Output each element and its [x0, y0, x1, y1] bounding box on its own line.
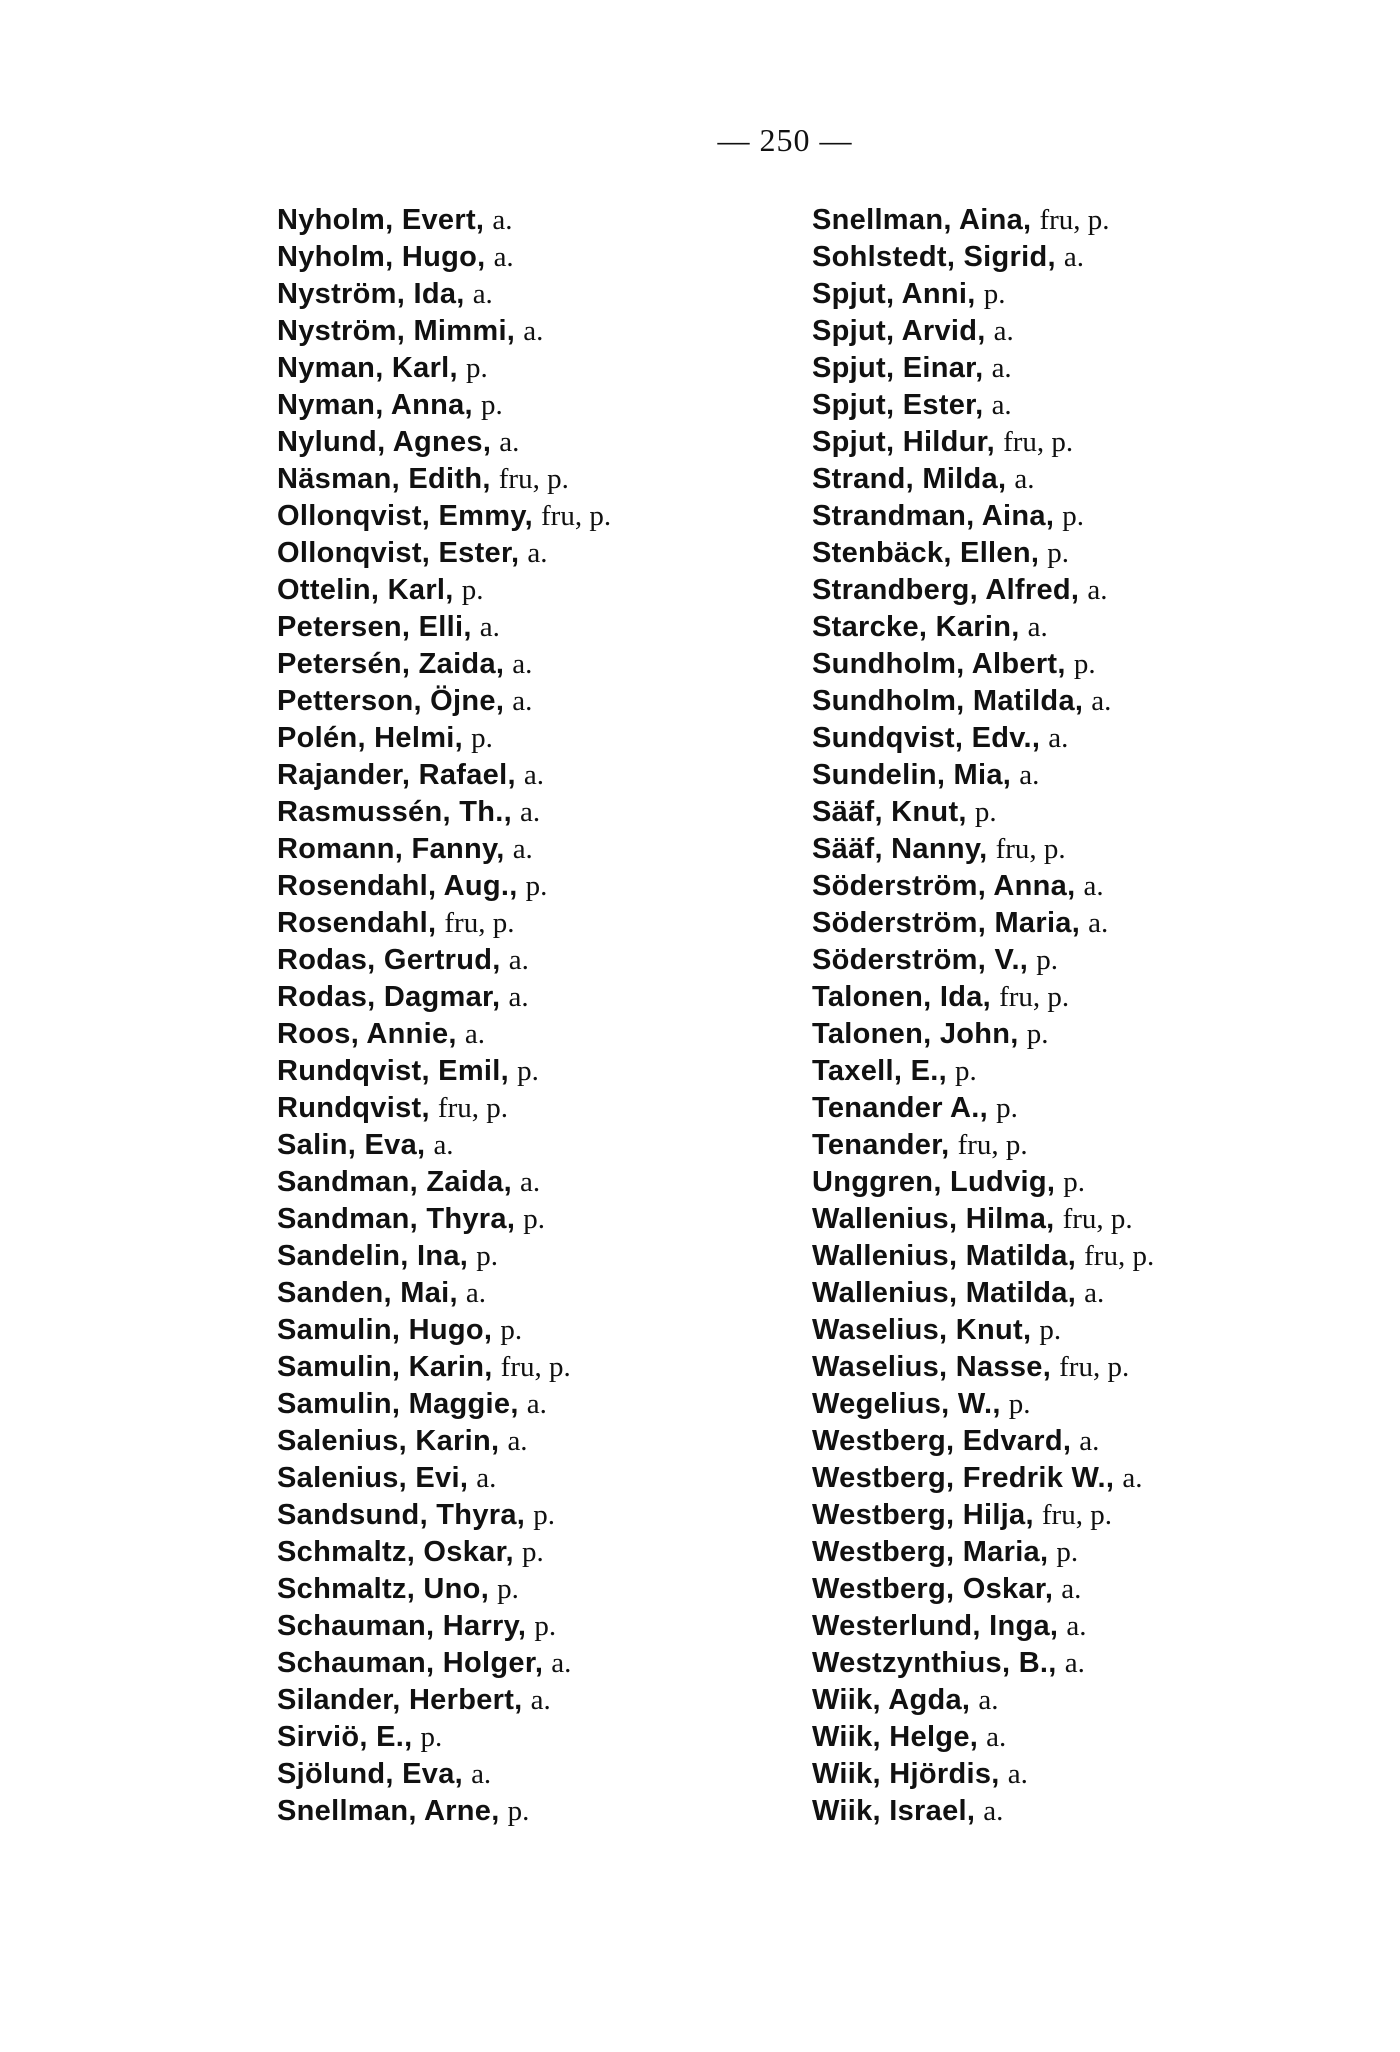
entry-name: Sandman, Zaida,: [277, 1166, 512, 1198]
entry-name: Nyholm, Evert,: [277, 204, 485, 236]
list-item: [277, 1349, 611, 1386]
list-item: [812, 424, 1154, 461]
list-item: [277, 1571, 611, 1608]
entry-suffix: p.: [480, 389, 503, 421]
list-item: [812, 498, 1154, 535]
list-item: [277, 424, 611, 461]
list-item: [277, 1053, 611, 1090]
list-item: [812, 202, 1154, 239]
entry-suffix: fru, p.: [437, 1092, 508, 1124]
entry-name: Wallenius, Matilda,: [812, 1240, 1077, 1272]
entry-suffix: a.: [1079, 1425, 1100, 1457]
entry-suffix: fru, p.: [995, 833, 1066, 865]
entry-suffix: p.: [497, 1573, 519, 1605]
entry-suffix: fru, p.: [1059, 1351, 1130, 1383]
list-item: [812, 572, 1154, 609]
list-item: [812, 1201, 1154, 1238]
list-item: [812, 1534, 1154, 1571]
entry-name: Spjut, Hildur,: [812, 426, 996, 458]
entry-name: Westberg, Edvard,: [812, 1425, 1072, 1457]
entry-name: Westberg, Oskar,: [812, 1573, 1054, 1605]
entry-name: Schmaltz, Oskar,: [277, 1536, 514, 1568]
entry-suffix: p.: [1062, 500, 1085, 532]
entry-suffix: a.: [512, 833, 533, 865]
entry-name: Westzynthius, B.,: [812, 1647, 1057, 1679]
entry-name: Samulin, Hugo,: [277, 1314, 493, 1346]
list-item: [812, 1571, 1154, 1608]
entry-name: Nyström, Ida,: [277, 278, 465, 310]
list-item: [812, 868, 1154, 905]
entry-suffix: a.: [1007, 1758, 1028, 1790]
list-item: [277, 1756, 611, 1793]
entry-suffix: a.: [1091, 685, 1112, 717]
entry-suffix: a.: [1027, 611, 1048, 643]
entry-name: Westberg, Fredrik W.,: [812, 1462, 1115, 1494]
entry-name: Petersén, Zaida,: [277, 648, 505, 680]
list-item: [277, 720, 611, 757]
entry-suffix: p.: [461, 574, 484, 606]
list-item: [277, 1090, 611, 1127]
entry-name: Snellman, Aina,: [812, 204, 1032, 236]
entry-name: Rodas, Dagmar,: [277, 981, 501, 1013]
entry-name: Westerlund, Inga,: [812, 1610, 1059, 1642]
list-item: [812, 1016, 1154, 1053]
entry-suffix: a.: [508, 944, 529, 976]
entry-name: Roos, Annie,: [277, 1018, 457, 1050]
entry-suffix: fru, p.: [1041, 1499, 1112, 1531]
entry-name: Wiik, Helge,: [812, 1721, 979, 1753]
entry-name: Rasmussén, Th.,: [277, 796, 512, 828]
list-item: [812, 831, 1154, 868]
list-item: [277, 387, 611, 424]
entry-suffix: a.: [471, 1758, 492, 1790]
list-item: [277, 1719, 611, 1756]
entry-suffix: a.: [1019, 759, 1040, 791]
entry-name: Starcke, Karin,: [812, 611, 1020, 643]
entry-name: Salenius, Karin,: [277, 1425, 500, 1457]
entry-suffix: a.: [479, 611, 500, 643]
entry-suffix: a.: [512, 648, 533, 680]
entry-name: Wegelius, W.,: [812, 1388, 1001, 1420]
entry-name: Rosendahl, Aug.,: [277, 870, 518, 902]
entry-name: Sundelin, Mia,: [812, 759, 1012, 791]
entry-name: Ottelin, Karl,: [277, 574, 454, 606]
entry-name: Snellman, Arne,: [277, 1795, 500, 1827]
entry-name: Söderström, Anna,: [812, 870, 1076, 902]
entry-name: Schmaltz, Uno,: [277, 1573, 490, 1605]
entry-suffix: a.: [530, 1684, 551, 1716]
list-item: [812, 239, 1154, 276]
list-item: [812, 720, 1154, 757]
list-item: [812, 1719, 1154, 1756]
entry-name: Samulin, Maggie,: [277, 1388, 519, 1420]
list-item: [812, 1793, 1154, 1830]
list-item: [277, 239, 611, 276]
entry-suffix: a.: [1087, 574, 1108, 606]
list-item: [277, 461, 611, 498]
entry-suffix: p.: [1036, 944, 1058, 976]
entry-suffix: fru, p.: [1039, 204, 1110, 236]
entry-suffix: a.: [433, 1129, 454, 1161]
entry-name: Tenander A.,: [812, 1092, 989, 1124]
entry-name: Sohlstedt, Sigrid,: [812, 241, 1056, 273]
entry-suffix: a.: [493, 241, 514, 273]
list-item: [277, 794, 611, 831]
entry-name: Ollonqvist, Emmy,: [277, 500, 533, 532]
entry-name: Sandman, Thyra,: [277, 1203, 516, 1235]
list-item: [277, 1016, 611, 1053]
entry-suffix: a.: [983, 1795, 1004, 1827]
page-number: — 250 —: [717, 122, 853, 158]
entry-suffix: a.: [492, 204, 513, 236]
entry-suffix: p.: [1039, 1314, 1062, 1346]
entry-suffix: a.: [508, 981, 529, 1013]
entry-suffix: a.: [465, 1277, 487, 1309]
entry-suffix: p.: [507, 1795, 530, 1827]
entry-suffix: fru, p.: [444, 907, 515, 939]
entry-name: Petterson, Öjne,: [277, 685, 505, 717]
entry-suffix: a.: [978, 1684, 999, 1716]
entry-name: Westberg, Maria,: [812, 1536, 1049, 1568]
entry-name: Spjut, Anni,: [812, 278, 976, 310]
entry-name: Unggren, Ludvig,: [812, 1166, 1056, 1198]
entry-suffix: a.: [991, 389, 1012, 421]
entry-suffix: fru, p.: [498, 463, 569, 495]
entry-suffix: a.: [476, 1462, 497, 1494]
entry-name: Sanden, Mai,: [277, 1277, 458, 1309]
entry-suffix: p.: [996, 1092, 1018, 1124]
list-item: [277, 276, 611, 313]
entry-suffix: a.: [520, 796, 541, 828]
list-item: [812, 646, 1154, 683]
entry-name: Söderström, V.,: [812, 944, 1029, 976]
entry-suffix: p.: [471, 722, 493, 754]
right-name-column: [812, 202, 1154, 1830]
entry-suffix: p.: [420, 1721, 443, 1753]
list-item: [812, 794, 1154, 831]
entry-suffix: a.: [1122, 1462, 1143, 1494]
entry-suffix: a.: [523, 315, 544, 347]
list-item: [277, 905, 611, 942]
list-item: [277, 868, 611, 905]
list-item: [812, 1349, 1154, 1386]
list-item: [812, 1238, 1154, 1275]
list-item: [812, 1497, 1154, 1534]
entry-name: Stenbäck, Ellen,: [812, 537, 1040, 569]
list-item: [277, 1127, 611, 1164]
entry-suffix: a.: [1083, 870, 1104, 902]
list-item: [812, 313, 1154, 350]
left-name-column: [277, 202, 611, 1830]
list-item: [277, 350, 611, 387]
entry-name: Sääf, Knut,: [812, 796, 967, 828]
list-item: [812, 1756, 1154, 1793]
list-item: [277, 202, 611, 239]
entry-name: Sandelin, Ina,: [277, 1240, 469, 1272]
entry-suffix: p.: [955, 1055, 977, 1087]
entry-name: Spjut, Ester,: [812, 389, 984, 421]
entry-name: Strandman, Aina,: [812, 500, 1055, 532]
entry-name: Spjut, Einar,: [812, 352, 984, 384]
entry-name: Sirviö, E.,: [277, 1721, 413, 1753]
entry-suffix: p.: [534, 1610, 557, 1642]
entry-name: Rosendahl,: [277, 907, 437, 939]
entry-name: Salin, Eva,: [277, 1129, 426, 1161]
list-item: [812, 1127, 1154, 1164]
list-item: [277, 1312, 611, 1349]
entry-suffix: a.: [1063, 241, 1085, 273]
entry-suffix: a.: [986, 1721, 1007, 1753]
entry-name: Silander, Herbert,: [277, 1684, 523, 1716]
entry-name: Nyholm, Hugo,: [277, 241, 486, 273]
entry-suffix: p.: [500, 1314, 523, 1346]
entry-suffix: a.: [507, 1425, 528, 1457]
entry-name: Polén, Helmi,: [277, 722, 463, 754]
entry-name: Romann, Fanny,: [277, 833, 505, 865]
list-item: [812, 979, 1154, 1016]
list-item: [277, 1497, 611, 1534]
entry-name: Tenander,: [812, 1129, 950, 1161]
entry-suffix: a.: [551, 1647, 572, 1679]
entry-suffix: p.: [1073, 648, 1096, 680]
list-item: [812, 535, 1154, 572]
entry-name: Spjut, Arvid,: [812, 315, 986, 347]
entry-name: Westberg, Hilja,: [812, 1499, 1034, 1531]
list-item: [277, 1682, 611, 1719]
entry-suffix: a.: [991, 352, 1012, 384]
list-item: [812, 1608, 1154, 1645]
entry-suffix: fru, p.: [957, 1129, 1028, 1161]
list-item: [812, 387, 1154, 424]
list-item: [277, 1201, 611, 1238]
list-item: [812, 1164, 1154, 1201]
entry-name: Waselius, Nasse,: [812, 1351, 1052, 1383]
entry-suffix: p.: [533, 1499, 555, 1531]
entry-suffix: a.: [1014, 463, 1035, 495]
list-item: [812, 1312, 1154, 1349]
list-item: [277, 609, 611, 646]
entry-suffix: fru, p.: [1084, 1240, 1155, 1272]
entry-suffix: p.: [1047, 537, 1070, 569]
entry-name: Wiik, Agda,: [812, 1684, 971, 1716]
entry-suffix: p.: [1056, 1536, 1079, 1568]
entry-name: Sundqvist, Edv.,: [812, 722, 1041, 754]
entry-name: Samulin, Karin,: [277, 1351, 493, 1383]
entry-suffix: a.: [512, 685, 533, 717]
list-item: [277, 831, 611, 868]
entry-suffix: p.: [523, 1203, 545, 1235]
entry-suffix: p.: [521, 1536, 544, 1568]
entry-name: Ollonqvist, Ester,: [277, 537, 520, 569]
entry-name: Rodas, Gertrud,: [277, 944, 501, 976]
entry-suffix: p.: [974, 796, 997, 828]
entry-name: Wallenius, Hilma,: [812, 1203, 1055, 1235]
entry-suffix: p.: [465, 352, 488, 384]
list-item: [277, 1238, 611, 1275]
entry-suffix: fru, p.: [541, 500, 612, 532]
entry-name: Wiik, Hjördis,: [812, 1758, 1000, 1790]
list-item: [812, 1682, 1154, 1719]
list-item: [812, 683, 1154, 720]
entry-name: Näsman, Edith,: [277, 463, 491, 495]
entry-name: Waselius, Knut,: [812, 1314, 1032, 1346]
list-item: [277, 1793, 611, 1830]
entry-suffix: p.: [476, 1240, 498, 1272]
entry-suffix: a.: [472, 278, 493, 310]
list-item: [812, 1275, 1154, 1312]
list-item: [277, 498, 611, 535]
entry-name: Taxell, E.,: [812, 1055, 947, 1087]
entry-suffix: p.: [1026, 1018, 1049, 1050]
entry-name: Söderström, Maria,: [812, 907, 1081, 939]
list-item: [277, 1645, 611, 1682]
entry-suffix: p.: [983, 278, 1006, 310]
list-item: [812, 1090, 1154, 1127]
list-item: [277, 683, 611, 720]
entry-name: Talonen, Ida,: [812, 981, 991, 1013]
list-item: [812, 1423, 1154, 1460]
entry-name: Nyström, Mimmi,: [277, 315, 516, 347]
list-item: [812, 757, 1154, 794]
entry-suffix: p.: [525, 870, 548, 902]
entry-suffix: a.: [526, 1388, 547, 1420]
list-item: [812, 905, 1154, 942]
list-item: [277, 1423, 611, 1460]
entry-suffix: fru, p.: [1062, 1203, 1133, 1235]
list-item: [812, 609, 1154, 646]
entry-suffix: p.: [517, 1055, 539, 1087]
entry-name: Schauman, Harry,: [277, 1610, 527, 1642]
entry-suffix: a.: [527, 537, 548, 569]
entry-suffix: fru, p.: [999, 981, 1070, 1013]
entry-name: Nylund, Agnes,: [277, 426, 492, 458]
entry-suffix: a.: [520, 1166, 541, 1198]
entry-name: Sundholm, Matilda,: [812, 685, 1084, 717]
entry-name: Sandsund, Thyra,: [277, 1499, 526, 1531]
entry-name: Wiik, Israel,: [812, 1795, 976, 1827]
entry-name: Sjölund, Eva,: [277, 1758, 463, 1790]
entry-name: Strand, Milda,: [812, 463, 1007, 495]
entry-suffix: a.: [1088, 907, 1109, 939]
entry-name: Rundqvist, Emil,: [277, 1055, 509, 1087]
entry-suffix: a.: [993, 315, 1014, 347]
list-item: [277, 572, 611, 609]
entry-suffix: fru, p.: [500, 1351, 571, 1383]
list-item: [812, 1053, 1154, 1090]
list-item: [277, 1275, 611, 1312]
entry-name: Wallenius, Matilda,: [812, 1277, 1077, 1309]
list-item: [277, 1460, 611, 1497]
entry-name: Petersen, Elli,: [277, 611, 472, 643]
list-item: [277, 1164, 611, 1201]
list-item: [277, 535, 611, 572]
list-item: [277, 313, 611, 350]
list-item: [277, 979, 611, 1016]
entry-suffix: a.: [1084, 1277, 1105, 1309]
entry-name: Strandberg, Alfred,: [812, 574, 1080, 606]
list-item: [277, 1386, 611, 1423]
entry-suffix: p.: [1063, 1166, 1086, 1198]
list-item: [277, 942, 611, 979]
entry-name: Sundholm, Albert,: [812, 648, 1066, 680]
list-item: [812, 350, 1154, 387]
entry-name: Sääf, Nanny,: [812, 833, 988, 865]
entry-name: Schauman, Holger,: [277, 1647, 544, 1679]
list-item: [812, 276, 1154, 313]
list-item: [812, 461, 1154, 498]
entry-suffix: a.: [1061, 1573, 1082, 1605]
entry-name: Talonen, John,: [812, 1018, 1019, 1050]
entry-suffix: p.: [1008, 1388, 1031, 1420]
list-item: [277, 757, 611, 794]
entry-name: Rundqvist,: [277, 1092, 430, 1124]
list-item: [812, 942, 1154, 979]
list-item: [277, 1534, 611, 1571]
list-item: [277, 1608, 611, 1645]
entry-suffix: fru, p.: [1003, 426, 1074, 458]
entry-name: Salenius, Evi,: [277, 1462, 469, 1494]
entry-suffix: a.: [499, 426, 520, 458]
list-item: [277, 646, 611, 683]
entry-name: Nyman, Karl,: [277, 352, 458, 384]
entry-suffix: a.: [523, 759, 545, 791]
list-item: [812, 1386, 1154, 1423]
entry-suffix: a.: [1066, 1610, 1087, 1642]
entry-suffix: a.: [1064, 1647, 1085, 1679]
list-item: [812, 1460, 1154, 1497]
entry-suffix: a.: [464, 1018, 485, 1050]
entry-name: Nyman, Anna,: [277, 389, 473, 421]
entry-name: Rajander, Rafael,: [277, 759, 516, 791]
entry-suffix: a.: [1048, 722, 1069, 754]
list-item: [812, 1645, 1154, 1682]
